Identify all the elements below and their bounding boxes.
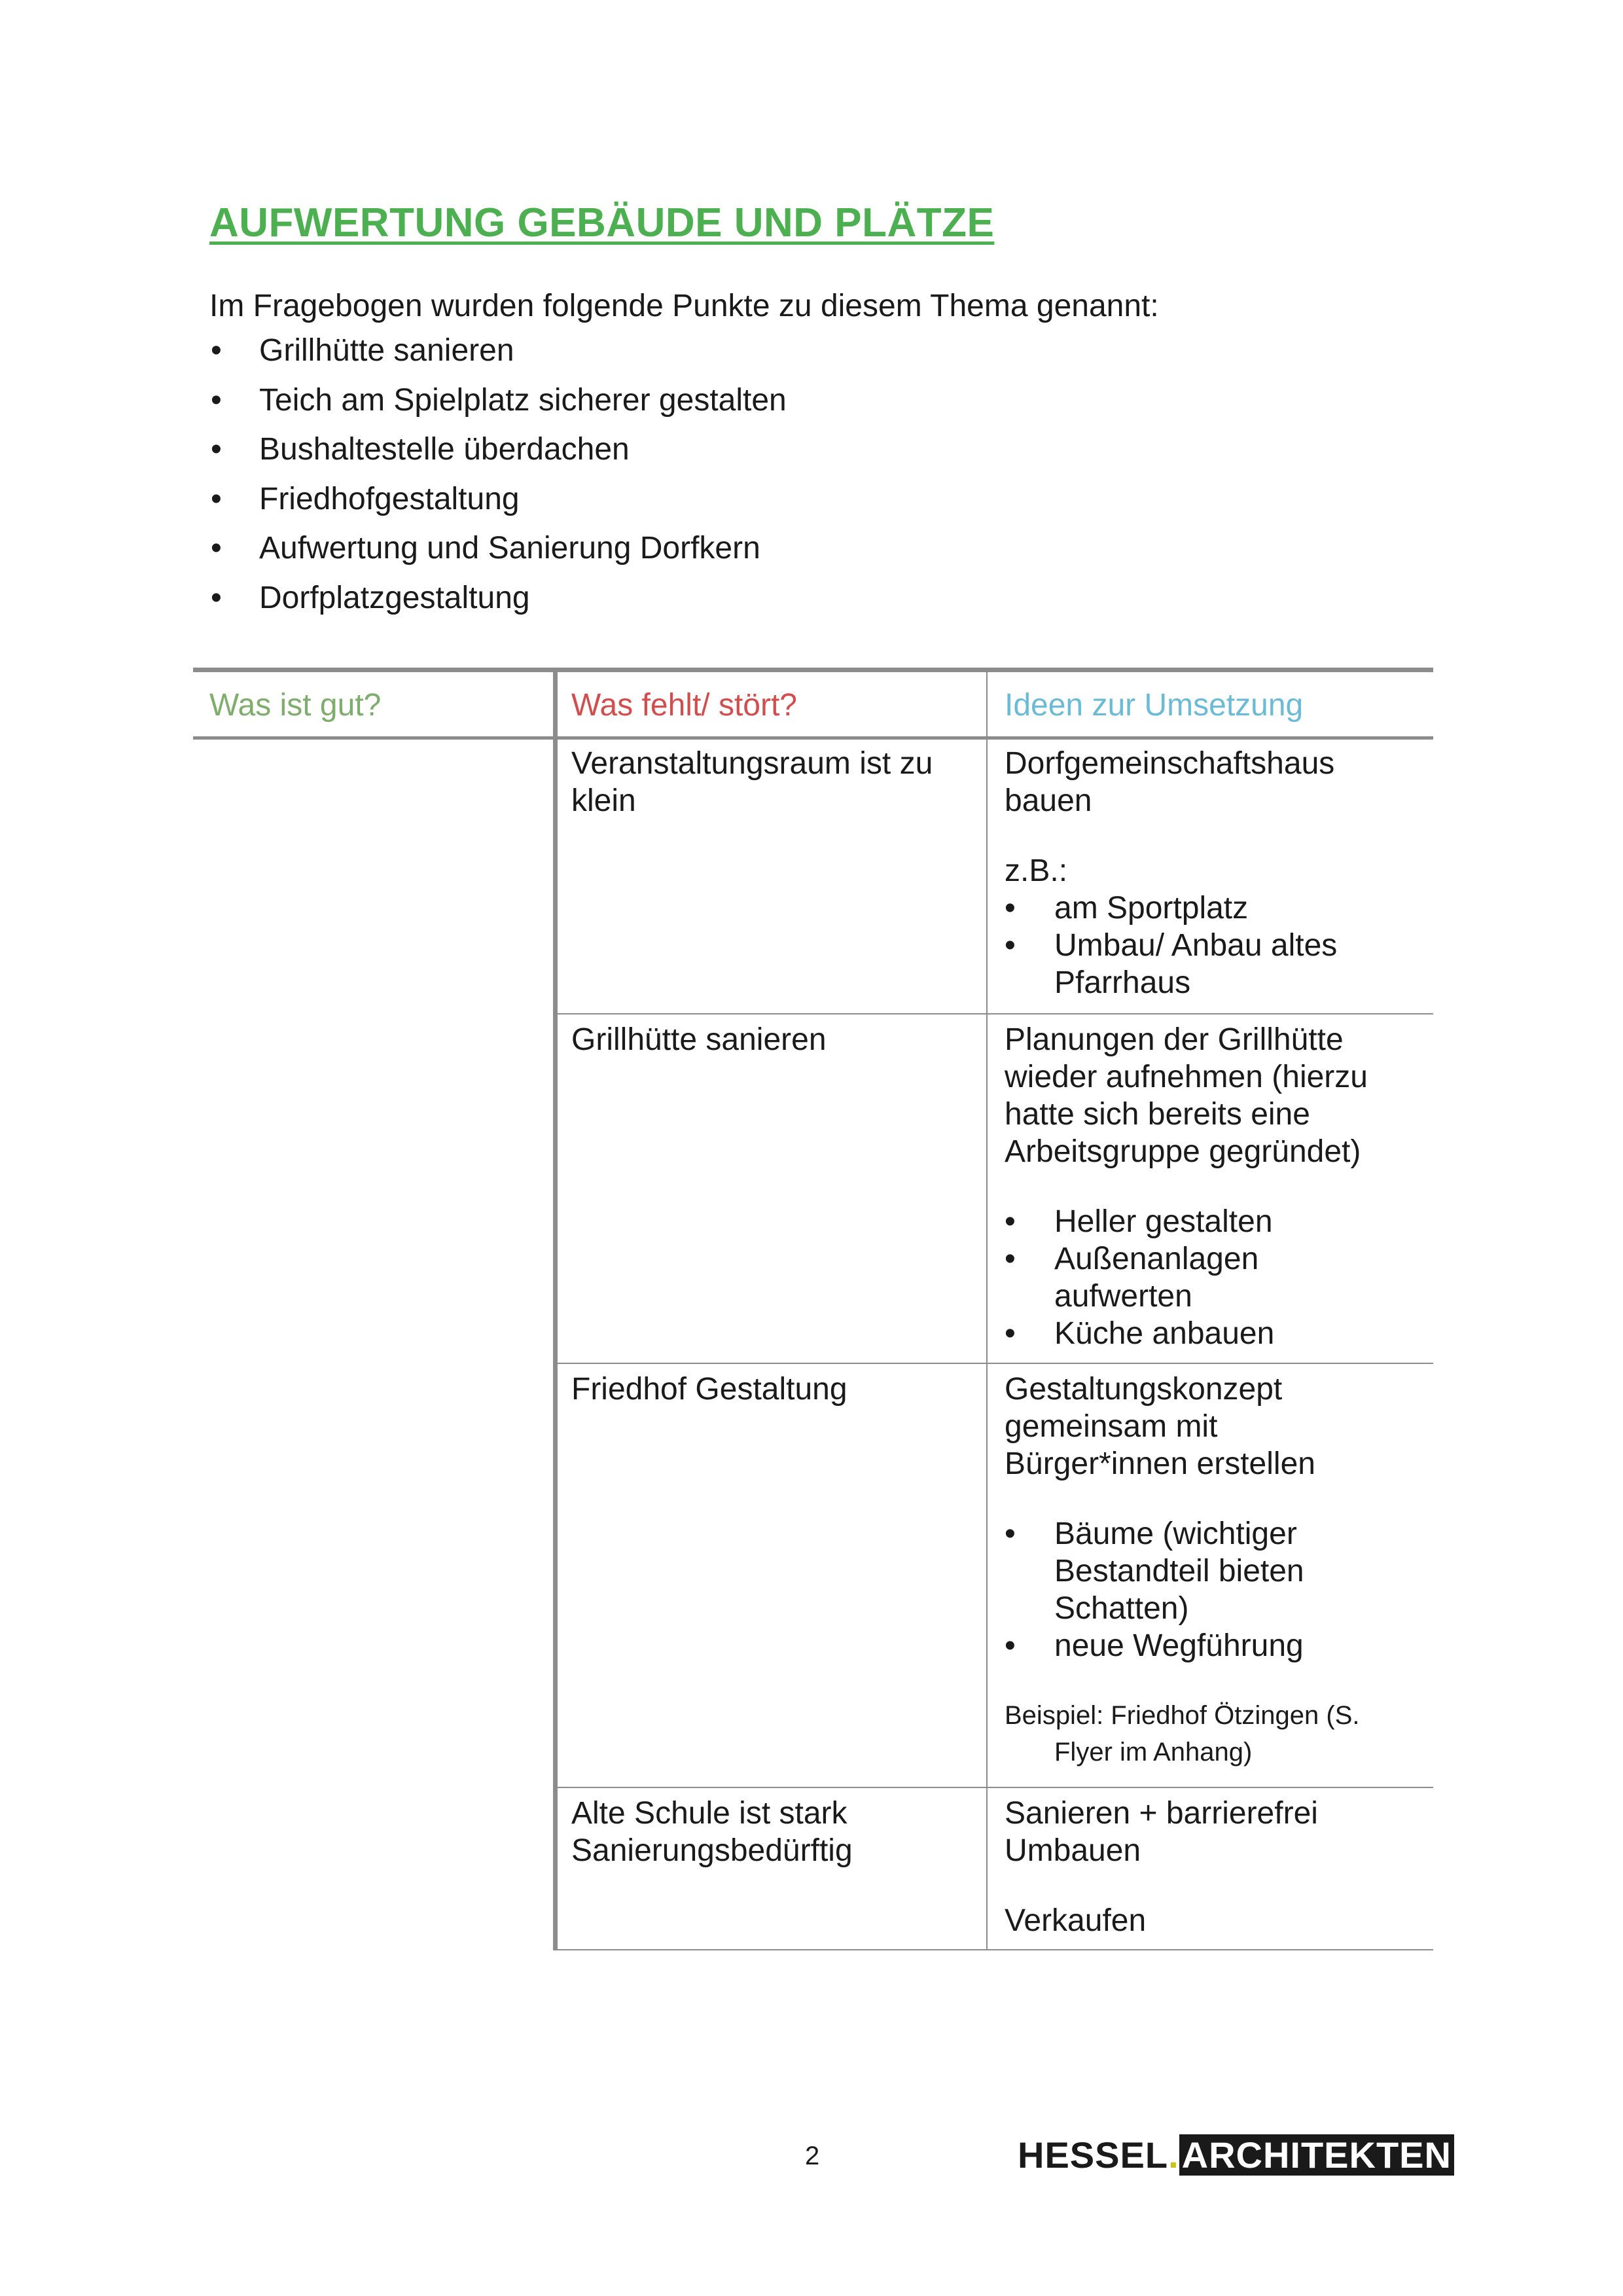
row-divider [556,1013,1433,1014]
cell-text: Sanieren + barrierefrei [1005,1796,1318,1831]
row-divider [556,1787,1433,1788]
cell-text: bauen [1005,783,1092,818]
list-item: • Dorfplatzgestaltung [209,580,787,630]
logo-dot: . [1168,2134,1179,2176]
cell-text: hatte sich bereits eine [1005,1097,1310,1132]
logo-text: HESSEL [1018,2134,1169,2176]
list-item: • Grillhütte sanieren [209,332,787,382]
list-item: • Aufwertung und Sanierung Dorfkern [209,530,787,580]
list-item-continued [1005,1552,1430,1590]
page-heading: AUFWERTUNG GEBÄUDE UND PLÄTZE [209,200,995,245]
cell-text: Schatten) [1054,1591,1189,1626]
row4-problem [571,1795,977,1869]
list-item: • Küche anbauen [1005,1315,1430,1352]
idea-bullets [1005,889,1430,1001]
list-item: • Friedhofgestaltung [209,481,787,531]
cell-text: Bürger*innen erstellen [1005,1446,1315,1481]
column-divider [986,672,988,1950]
intro-text: Im Fragebogen wurden folgende Punkte zu diesem Thema genannt: [209,289,1159,323]
header-was-ist-gut: Was ist gut? [209,688,382,723]
cell-text: Alte Schule ist stark [571,1796,847,1831]
cell-text: Sanierungsbedürftig [571,1833,853,1868]
topic-list [209,332,787,629]
header-was-fehlt: Was fehlt/ stört? [571,688,797,723]
logo-text: ARCHITEKTEN [1179,2134,1454,2176]
list-item-continued [1005,1590,1430,1627]
cell-text: Gestaltungskonzept [1005,1372,1283,1407]
cell-text: z.B.: [1005,853,1068,888]
list-item: • Heller gestalten [1005,1203,1430,1240]
idea-bullets [1005,1203,1430,1352]
row3-idea [1005,1371,1430,1770]
list-item: • Bushaltestelle überdachen [209,431,787,481]
header-ideen: Ideen zur Umsetzung [1005,688,1304,723]
list-item: • Außenanlagen [1005,1240,1430,1278]
row1-problem [571,745,977,819]
list-item-continued [1005,964,1430,1001]
list-item: • Umbau/ Anbau altes [1005,927,1430,964]
cell-text: Bestandteil bieten [1054,1554,1304,1588]
cell-text: klein [571,783,636,818]
cell-text: gemeinsam mit [1005,1409,1218,1444]
row2-problem [571,1021,977,1058]
list-item-continued [1005,1278,1430,1315]
list-item: • am Sportplatz [1005,889,1430,927]
cell-text: aufwerten [1054,1279,1192,1314]
company-logo [1018,2134,1454,2176]
example-note [1005,1697,1430,1770]
column-divider [553,668,558,1950]
cell-text: Planungen der Grillhütte [1005,1022,1344,1057]
list-item: • neue Wegführung [1005,1627,1430,1664]
page-number: 2 [805,2142,820,2170]
cell-text: Arbeitsgruppe gegründet) [1005,1134,1361,1169]
cell-text: Grillhütte sanieren [571,1022,827,1057]
list-item: • Bäume (wichtiger [1005,1515,1430,1552]
row2-idea [1005,1021,1430,1352]
cell-text: Beispiel: Friedhof Ötzingen (S. [1005,1701,1360,1730]
header-divider [193,736,1433,740]
idea-bullets [1005,1515,1430,1664]
table-top-border [193,668,1433,672]
table-bottom-border [556,1949,1433,1950]
row1-idea [1005,745,1430,1001]
list-item: • Teich am Spielplatz sicherer gestalten [209,382,787,432]
cell-text: Dorfgemeinschaftshaus [1005,746,1335,781]
cell-text: Pfarrhaus [1054,965,1191,1000]
cell-text: Umbauen [1005,1833,1141,1868]
cell-text: wieder aufnehmen (hierzu [1005,1060,1368,1094]
cell-text: Veranstaltungsraum ist zu [571,746,933,781]
row3-problem [571,1371,977,1408]
cell-text: Flyer im Anhang) [1054,1738,1253,1767]
cell-text: Verkaufen [1005,1903,1147,1938]
row4-idea [1005,1795,1430,1939]
cell-text: Friedhof Gestaltung [571,1372,847,1407]
row-divider [556,1363,1433,1364]
